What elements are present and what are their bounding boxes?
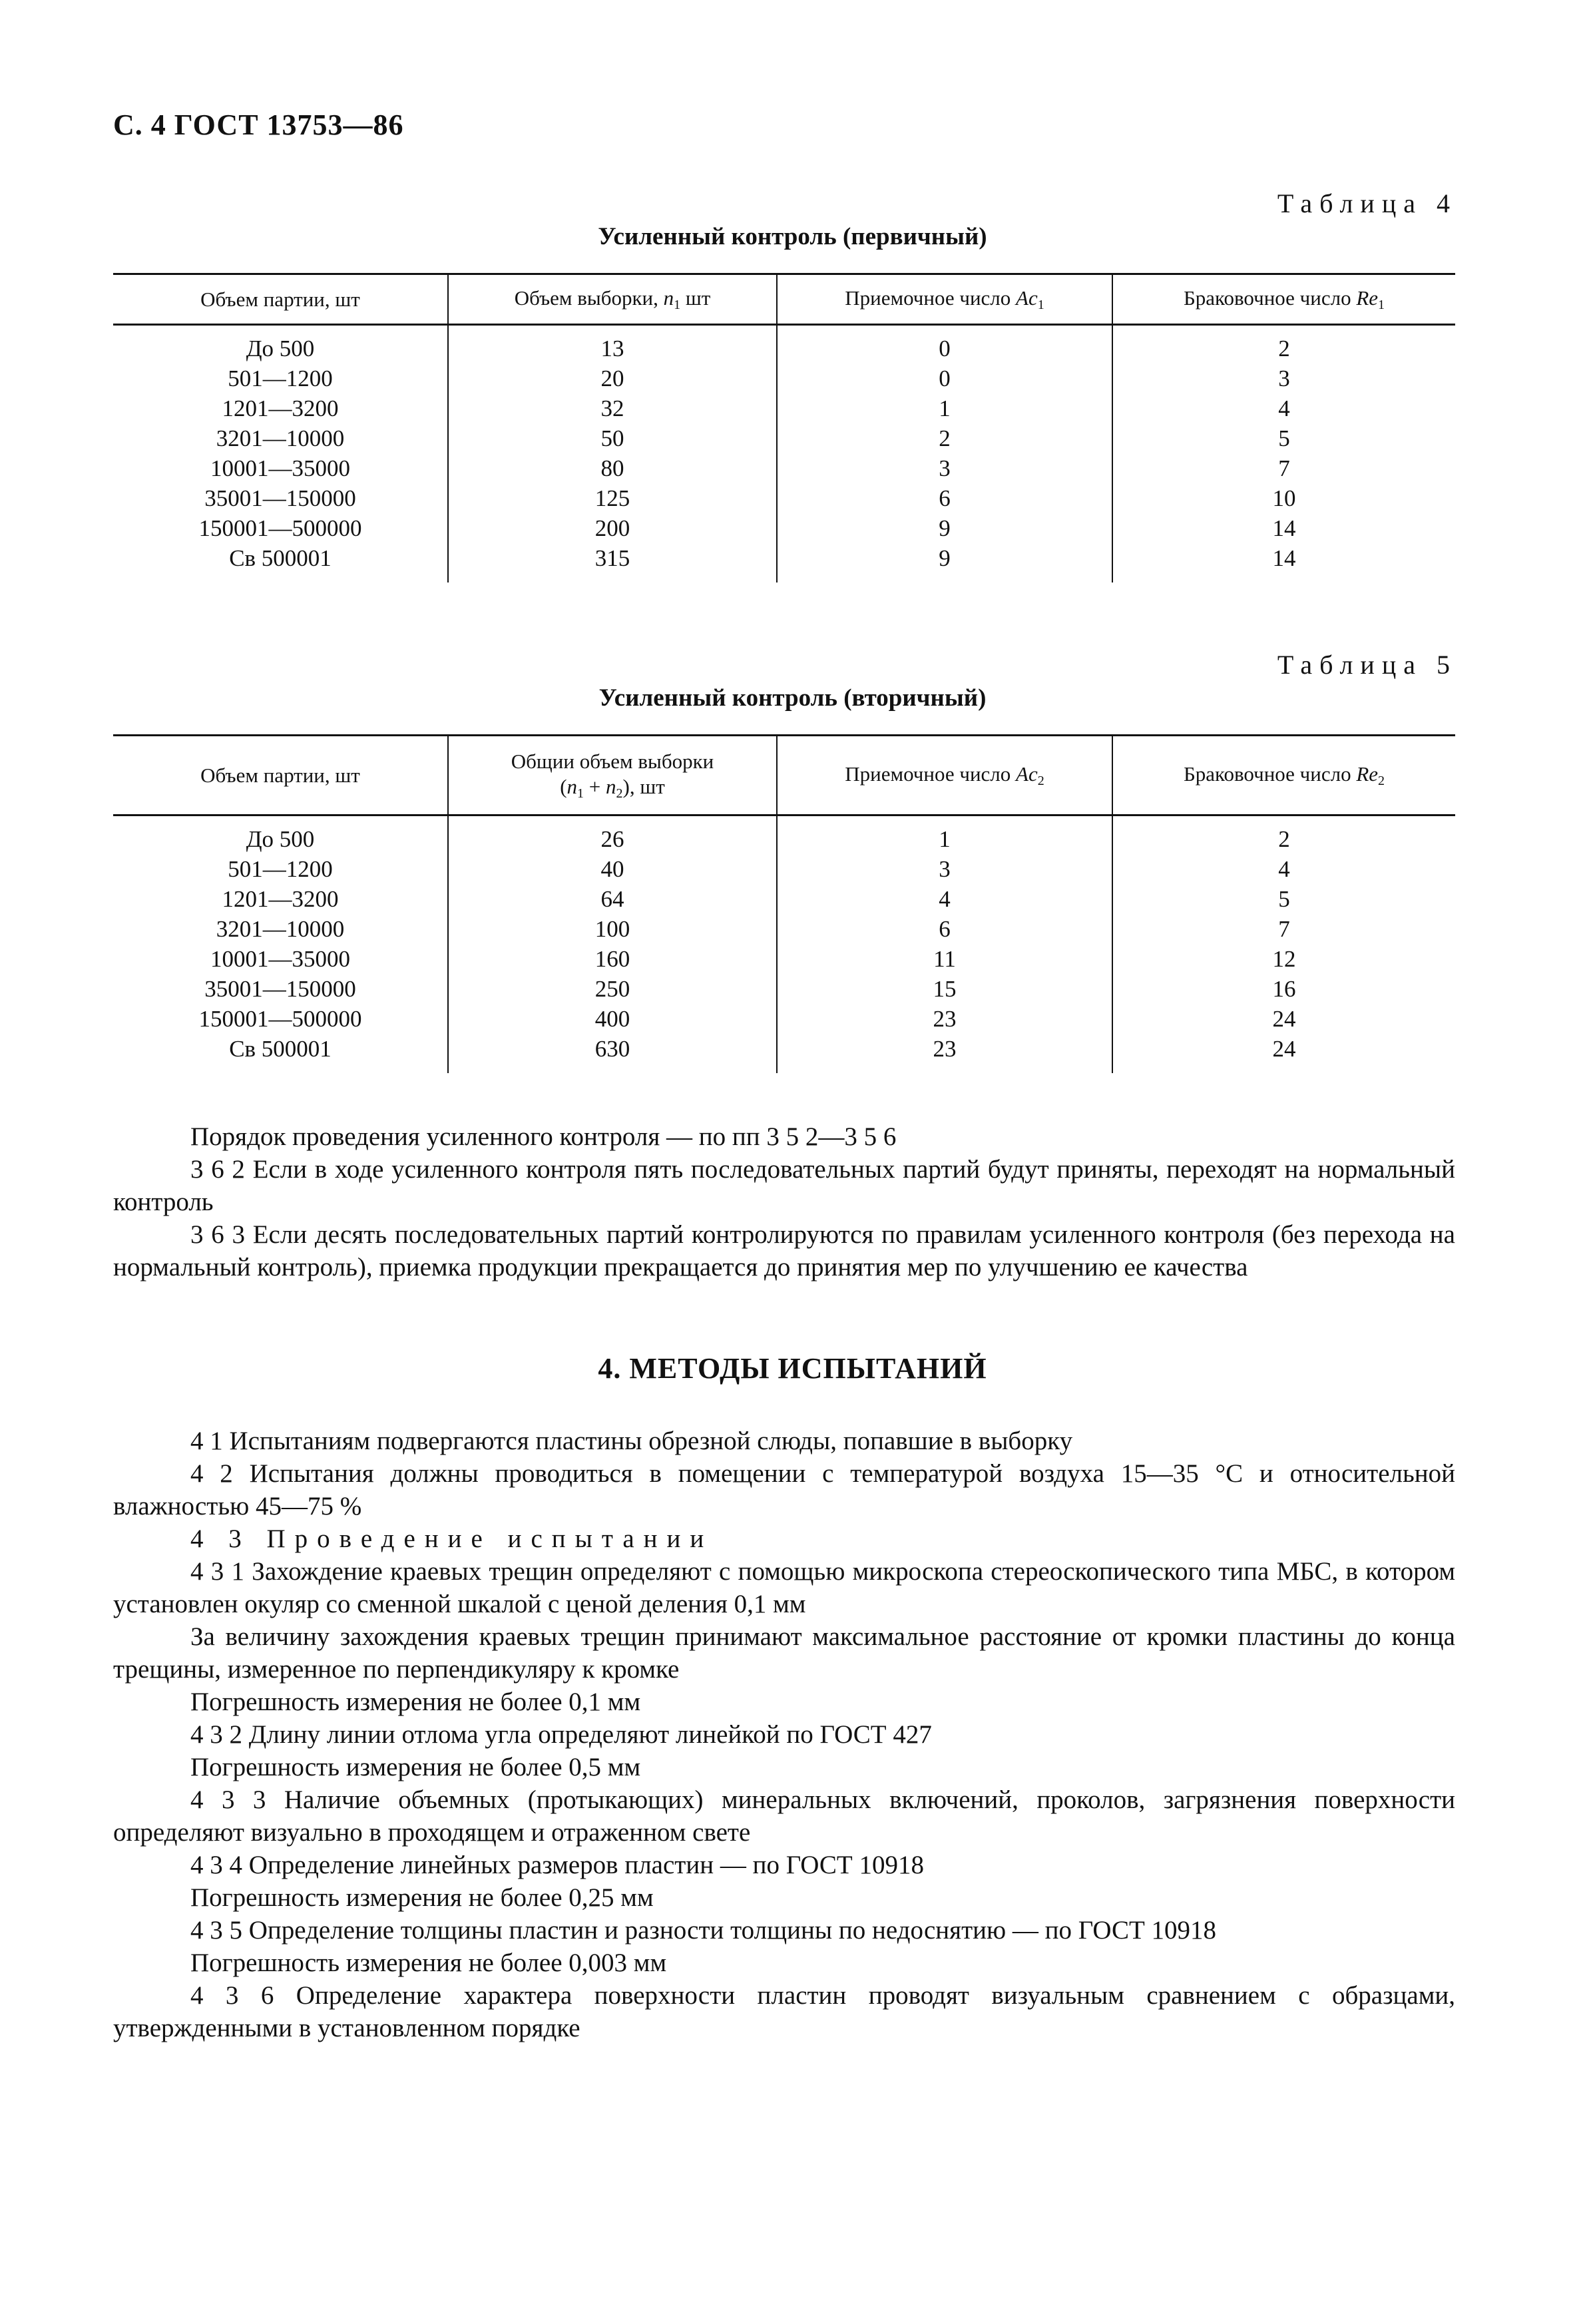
table4-cell: 7 <box>1112 453 1455 483</box>
table5-cell: 64 <box>448 884 777 914</box>
table4-cell: 14 <box>1112 513 1455 543</box>
table4-cell: 9 <box>777 513 1112 543</box>
paragraph: Погрешность измерения не более 0,25 мм <box>190 1883 654 1912</box>
table4-cell: До 500 <box>246 336 315 361</box>
table5-row <box>113 1034 1455 1073</box>
table5-cell: 501—1200 <box>228 856 333 882</box>
table5-header-sample-size: Общии объем выборки $(n_1 + n_2)$, шт <box>448 736 777 815</box>
table5-body <box>113 815 1455 1074</box>
table4-cell: Св 500001 <box>229 545 332 571</box>
table5-cell: 10001—35000 <box>210 946 350 972</box>
table5-cell: 250 <box>448 974 777 1004</box>
paragraph: Погрешность измерения не более 0,003 мм <box>190 1949 667 1977</box>
paragraph: Порядок проведения усиленного контроля — по пп 3 5 2—3 5 6 <box>190 1122 897 1151</box>
table5-cell: 5 <box>1112 884 1455 914</box>
table5-cell: 400 <box>448 1004 777 1034</box>
table5-cell: 15 <box>777 974 1112 1004</box>
body-text-a <box>113 1120 1455 1283</box>
table5-cell: 12 <box>1112 944 1455 974</box>
table4-cell: 125 <box>448 483 777 513</box>
table5-cell: 2 <box>1112 815 1455 855</box>
table4-header-sample-size: Объем выборки, $n_1$ шт <box>448 274 777 325</box>
paragraph: 4 3 4 Определение линейных размеров пластин — по ГОСТ 10918 <box>190 1851 924 1879</box>
table4-cell: 35001—150000 <box>204 485 356 511</box>
table5-cell: 23 <box>777 1004 1112 1034</box>
table4-cell: 32 <box>448 393 777 423</box>
table4-row <box>113 325 1455 364</box>
table5-cell: 3 <box>777 854 1112 884</box>
table4-cell: 80 <box>448 453 777 483</box>
table5-cell: 7 <box>1112 914 1455 944</box>
table4-cell: 0 <box>777 363 1112 393</box>
table4-title: Усиленный контроль (первичный) <box>598 223 987 250</box>
table4-label: Таблица 4 <box>1277 188 1457 218</box>
table4-cell: 200 <box>448 513 777 543</box>
table5-row <box>113 815 1455 855</box>
table4-cell: 10 <box>1112 483 1455 513</box>
table4-cell: 50 <box>448 423 777 453</box>
table4-cell: 4 <box>1112 393 1455 423</box>
table4-cell: 2 <box>777 423 1112 453</box>
table5-cell: 40 <box>448 854 777 884</box>
table4-cell: 9 <box>777 543 1112 582</box>
table5-cell: 24 <box>1112 1034 1455 1073</box>
table4-row <box>113 513 1455 543</box>
table5-cell: 26 <box>448 815 777 855</box>
paragraph: За величину захождения краевых трещин принимают максимальное расстояние от кромки пластины до конца трещины, измеренное по перпендикуляру к кромке <box>113 1622 1455 1684</box>
table5-cell: 1201—3200 <box>222 886 339 912</box>
table4-cell: 150001—500000 <box>198 515 362 541</box>
table5-label: Таблица 5 <box>1277 650 1457 680</box>
table4-row <box>113 423 1455 453</box>
table5-row <box>113 944 1455 974</box>
table5-row <box>113 1004 1455 1034</box>
section-title: 4. МЕТОДЫ ИСПЫТАНИЙ <box>598 1352 987 1385</box>
table4-cell: 3 <box>1112 363 1455 393</box>
paragraph: 3 6 2 Если в ходе усиленного контроля пять последовательных партий будут приняты, переходят на нормальный контроль <box>113 1155 1455 1216</box>
table5-header-lot-size: Объем партии, шт <box>113 736 448 815</box>
table5-cell: 23 <box>777 1034 1112 1073</box>
table4-cell: 3 <box>777 453 1112 483</box>
table4-row <box>113 543 1455 582</box>
table4-cell: 501—1200 <box>228 365 333 391</box>
table4-cell: 315 <box>448 543 777 582</box>
table4-header-rejection: Браковочное число $Re_1$ <box>1112 274 1455 325</box>
table4-cell: 10001—35000 <box>210 455 350 481</box>
table5-row <box>113 854 1455 884</box>
paragraph: 4 3 3 Наличие объемных (протыкающих) минеральных включений, проколов, загрязнения поверхности определяют визуально в проходящем и отраженном свете <box>113 1785 1455 1847</box>
table4-header-acceptance: Приемочное число $Ac_1$ <box>777 274 1112 325</box>
table5-cell: 160 <box>448 944 777 974</box>
paragraph: 4 2 Испытания должны проводиться в помещении с температурой воздуха 15—35 °С и относительной влажностью 45—75 % <box>113 1459 1455 1520</box>
table5 <box>113 734 1455 1073</box>
table5-cell: 35001—150000 <box>204 976 356 1002</box>
table4-row <box>113 483 1455 513</box>
subsection-heading: 4 3 Проведение испытании <box>190 1524 714 1553</box>
table4-row <box>113 393 1455 423</box>
paragraph: 4 3 1 Захождение краевых трещин определяют с помощью микроскопа стереоскопического типа МБС, в котором установлен окуляр со сменной шкалой с ценой деления 0,1 мм <box>113 1557 1455 1618</box>
table4 <box>113 273 1455 582</box>
table5-cell: 11 <box>777 944 1112 974</box>
paragraph: Погрешность измерения не более 0,5 мм <box>190 1753 641 1781</box>
table4-cell: 0 <box>777 325 1112 364</box>
table4-cell: 1 <box>777 393 1112 423</box>
paragraph: 4 3 5 Определение толщины пластин и разности толщины по недоснятию — по ГОСТ 10918 <box>190 1916 1217 1945</box>
table5-cell: 150001—500000 <box>198 1006 362 1032</box>
table4-header-lot-size: Объем партии, шт <box>113 274 448 325</box>
table4-cell: 3201—10000 <box>216 425 345 451</box>
table5-cell: 6 <box>777 914 1112 944</box>
paragraph: 3 6 3 Если десять последовательных партий контролируются по правилам усиленного контроля (без перехода на нормальный контроль), приемка продукции прекращается до принятия мер по улучшению ее качества <box>113 1220 1455 1281</box>
table5-row <box>113 974 1455 1004</box>
paragraph: 4 3 6 Определение характера поверхности пластин проводят визуальным сравнением с образцами, утвержденными в установленном порядке <box>113 1981 1455 2042</box>
table4-cell: 20 <box>448 363 777 393</box>
table4-cell: 6 <box>777 483 1112 513</box>
table4-cell: 14 <box>1112 543 1455 582</box>
body-text-b <box>113 1425 1455 2044</box>
page-header: С. 4 ГОСТ 13753—86 <box>113 109 404 141</box>
paragraph: 4 1 Испытаниям подвергаются пластины обрезной слюды, попавшие в выборку <box>190 1427 1073 1455</box>
table5-cell: 1 <box>777 815 1112 855</box>
table5-cell: 100 <box>448 914 777 944</box>
table5-cell: 16 <box>1112 974 1455 1004</box>
table5-row <box>113 914 1455 944</box>
table5-cell: 4 <box>777 884 1112 914</box>
table5-cell: 4 <box>1112 854 1455 884</box>
table4-cell: 1201—3200 <box>222 395 339 421</box>
table4-row <box>113 363 1455 393</box>
table5-cell: 3201—10000 <box>216 916 345 942</box>
table5-title: Усиленный контроль (вторичный) <box>598 684 987 712</box>
paragraph: 4 3 2 Длину линии отлома угла определяют линейкой по ГОСТ 427 <box>190 1720 932 1749</box>
table4-body <box>113 325 1455 583</box>
table4-cell: 5 <box>1112 423 1455 453</box>
table5-cell: 24 <box>1112 1004 1455 1034</box>
table5-header-rejection: Браковочное число $Re_2$ <box>1112 736 1455 815</box>
table5-cell: Св 500001 <box>229 1036 332 1062</box>
table4-cell: 2 <box>1112 325 1455 364</box>
paragraph: Погрешность измерения не более 0,1 мм <box>190 1688 641 1716</box>
table5-header-acceptance: Приемочное число $Ac_2$ <box>777 736 1112 815</box>
table4-row <box>113 453 1455 483</box>
table4-cell: 13 <box>448 325 777 364</box>
table5-row <box>113 884 1455 914</box>
table5-cell: 630 <box>448 1034 777 1073</box>
table5-cell: До 500 <box>246 826 315 852</box>
